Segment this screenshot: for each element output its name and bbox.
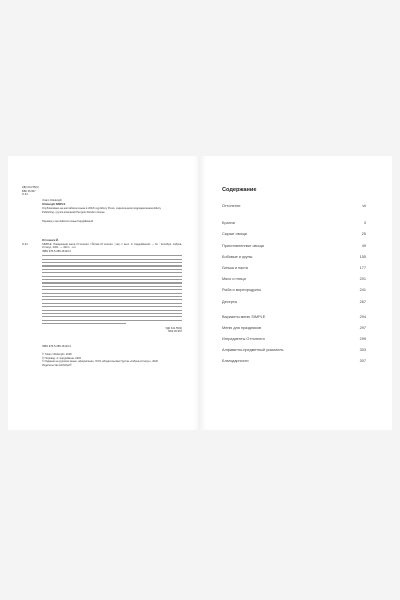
cip-text: SIMPLE. Поваренная книга Оттоленги / Йотам Оттоленги ; пер. с англ. А. Кирдяйкиной. — М. : Колибри, Азбука-Аттикус, 2021. — 320 с. : ил. <box>42 242 182 249</box>
toc-entry: Варианты меню SIMPLE 294 <box>222 314 366 319</box>
cip-classification: УДК 641.55(0) ББК 36.997 <box>165 326 182 333</box>
toc-entry: Десерты 267 <box>222 299 366 304</box>
book-spread <box>8 156 392 430</box>
original-title-block <box>42 199 65 206</box>
toc-entry: Лапша и паста 177 <box>222 265 366 270</box>
toc-entry: Благодарности 307 <box>222 359 366 364</box>
copyright-page <box>8 156 200 430</box>
toc-entry: Меню для праздников 297 <box>222 325 366 330</box>
cip-author: Оттоленги Й. <box>42 239 59 242</box>
contents-page <box>200 156 392 430</box>
udc-line: УДК 641.55(0) <box>22 186 39 189</box>
udc-block <box>22 186 39 197</box>
toc-entry: Рыба и морепродукты 241 <box>222 288 366 293</box>
toc-entry: Сырые овощи 25 <box>222 232 366 237</box>
cip-record <box>22 239 182 334</box>
cip-code: О-61 <box>22 243 28 246</box>
publication-note: Опубликовано на английском языке в 2018 году Ebury Press, издательским подразделением Ebury Publishing, группа компаний Penguin Random House. <box>42 207 161 214</box>
cip-annotation-lines <box>42 255 182 324</box>
toc-entry: Ингредиенты Оттоленги 299 <box>222 337 366 342</box>
toc-entry: Бранчи 3 <box>222 221 366 226</box>
toc-entry: Мясо и птица 201 <box>222 277 366 282</box>
cip-isbn: ISBN 978-5-389-16120-2 <box>42 249 71 253</box>
copyright-lines: © Yotam Ottolenghi, 2018 © Перевод. А. Кирдяйкина, 2020 © Издание на русском языке, оформление. ООО «Издательская Группа «Азбука-Аттикус», 2020 Издательство КоЛибри® <box>42 353 159 367</box>
toc-entry: Оттоленги vii <box>222 204 366 208</box>
contents-list <box>222 204 366 371</box>
toc-entry: Приготовленные овощи 49 <box>222 243 366 248</box>
toc-entry: Бобовые и крупы 155 <box>222 254 366 259</box>
isbn-line: ISBN 978-5-389-16120-2 <box>42 345 71 348</box>
bbk-line: ББК 36.997 <box>22 189 36 193</box>
contents-title: Содержание <box>222 187 257 193</box>
toc-entry: Алфавитно-предметный указатель 303 <box>222 348 366 353</box>
original-title: Ottolenghi SIMPLE <box>42 202 66 206</box>
author-mark: О-61 <box>22 193 28 196</box>
translator-credit: Перевод с английского Анны Кирдяйкиной <box>42 220 94 223</box>
original-author: Yotam Ottolenghi <box>42 199 62 202</box>
